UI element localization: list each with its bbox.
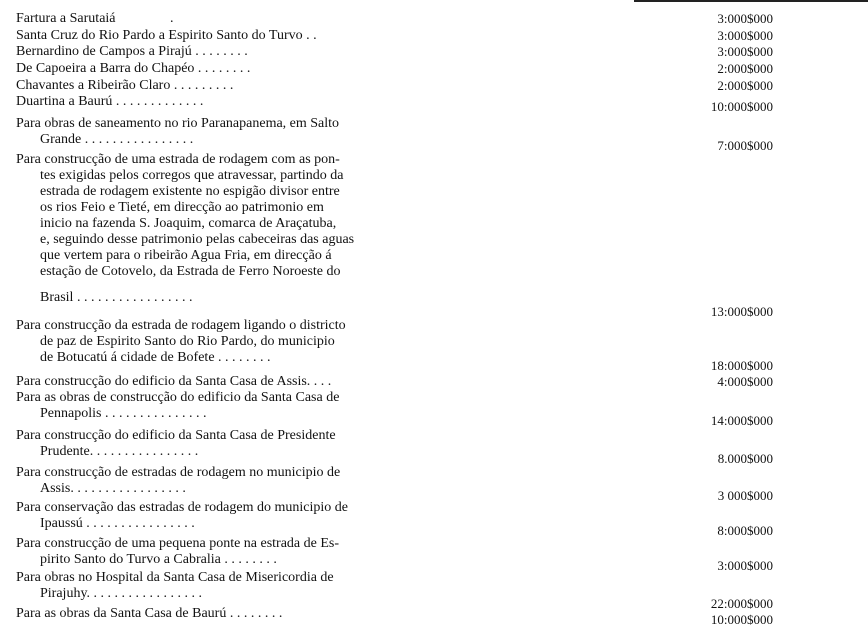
entry-line: estrada de rodagem existente no espigão divisor entre <box>40 184 340 199</box>
entry-amount: 13:000$000 <box>710 304 773 319</box>
top-rule <box>634 0 868 2</box>
entry-line: que vertem para o ribeirão Agua Fria, em direcção á <box>40 248 332 263</box>
entry-amount: 2:000$000 <box>717 78 773 93</box>
entry-line: De Capoeira a Barra do Chapéo . . . . . . . . <box>16 61 251 76</box>
entry-line: Para construcção do edificio da Santa Casa de Presidente <box>16 428 336 443</box>
entry-amount: 4:000$000 <box>717 374 773 389</box>
entry-line: Para construcção da estrada de rodagem ligando o districto <box>16 318 346 333</box>
entry-line: Para as obras da Santa Casa de Baurú . . . . . . . . <box>16 606 283 621</box>
entry-line: e, seguindo desse patrimonio pelas cabeceiras das aguas <box>40 232 355 247</box>
entry-line: Para construcção do edificio da Santa Casa de Assis. . . . <box>16 374 332 389</box>
entry-amount: 10:000$000 <box>710 99 773 114</box>
entry-amount: 3:000$000 <box>717 558 773 573</box>
entry-amount: 3:000$000 <box>717 11 773 26</box>
entry-line: Para construcção de uma pequena ponte na estrada de Es- <box>16 536 340 551</box>
entry-line: Brasil . . . . . . . . . . . . . . . . . <box>40 290 193 305</box>
entry-line: Para obras no Hospital da Santa Casa de Misericordia de <box>16 570 334 585</box>
entry-line-leader: . <box>170 11 174 26</box>
entry-line: tes exigidas pelos corregos que atravessar, partindo da <box>40 168 344 183</box>
entry-line: Santa Cruz do Rio Pardo a Espirito Santo do Turvo . . <box>16 28 317 43</box>
entry-amount: 3 000$000 <box>717 488 773 503</box>
entry-amount: 2:000$000 <box>717 61 773 76</box>
entry-amount: 18:000$000 <box>710 358 773 373</box>
entry-line: Bernardino de Campos a Pirajú . . . . . . . . <box>16 44 248 59</box>
entry-line: Fartura a Sarutaiá <box>16 11 116 26</box>
entry-line: Para construcção de uma estrada de rodagem com as pon- <box>16 152 340 167</box>
entry-line: Para construcção de estradas de rodagem no municipio de <box>16 465 341 480</box>
entry-line: inicio na fazenda S. Joaquim, comarca de Araçatuba, <box>40 216 337 231</box>
entry-line: Para conservação das estradas de rodagem do municipio de <box>16 500 348 515</box>
entry-line: Pirajuhy. . . . . . . . . . . . . . . . . <box>40 586 203 601</box>
entry-line: Assis. . . . . . . . . . . . . . . . . <box>40 481 186 496</box>
entry-line: Para obras de saneamento no rio Paranapanema, em Salto <box>16 116 340 131</box>
entry-amount: 3:000$000 <box>717 44 773 59</box>
entry-amount: 8.000$000 <box>717 451 773 466</box>
entry-line: de paz de Espirito Santo do Rio Pardo, do municipio <box>40 334 335 349</box>
entry-line: Chavantes a Ribeirão Claro . . . . . . . . . <box>16 78 234 93</box>
entry-amount: 8:000$000 <box>717 523 773 538</box>
entry-line: Pennapolis . . . . . . . . . . . . . . . <box>40 406 207 421</box>
entry-amount: 7:000$000 <box>717 138 773 153</box>
entry-line: Para as obras de construcção do edificio da Santa Casa de <box>16 390 340 405</box>
entry-line: pirito Santo do Turvo a Cabralia . . . . . . . . <box>40 552 277 567</box>
entry-line: Ipaussú . . . . . . . . . . . . . . . . <box>40 516 195 531</box>
entry-line: Prudente. . . . . . . . . . . . . . . . <box>40 444 199 459</box>
entry-amount: 10:000$000 <box>710 612 773 627</box>
entry-amount: 14:000$000 <box>710 413 773 428</box>
entry-amount: 3:000$000 <box>717 28 773 43</box>
entry-amount: 22:000$000 <box>710 596 773 611</box>
entry-line: Duartina a Baurú . . . . . . . . . . . . . <box>16 94 204 109</box>
entry-line: estação de Cotovelo, da Estrada de Ferro Noroeste do <box>40 264 341 279</box>
entry-line: os rios Feio e Tieté, em direcção ao patrimonio em <box>40 200 324 215</box>
entry-line: de Botucatú á cidade de Bofete . . . . . . . . <box>40 350 271 365</box>
entry-line: Grande . . . . . . . . . . . . . . . . <box>40 132 194 147</box>
